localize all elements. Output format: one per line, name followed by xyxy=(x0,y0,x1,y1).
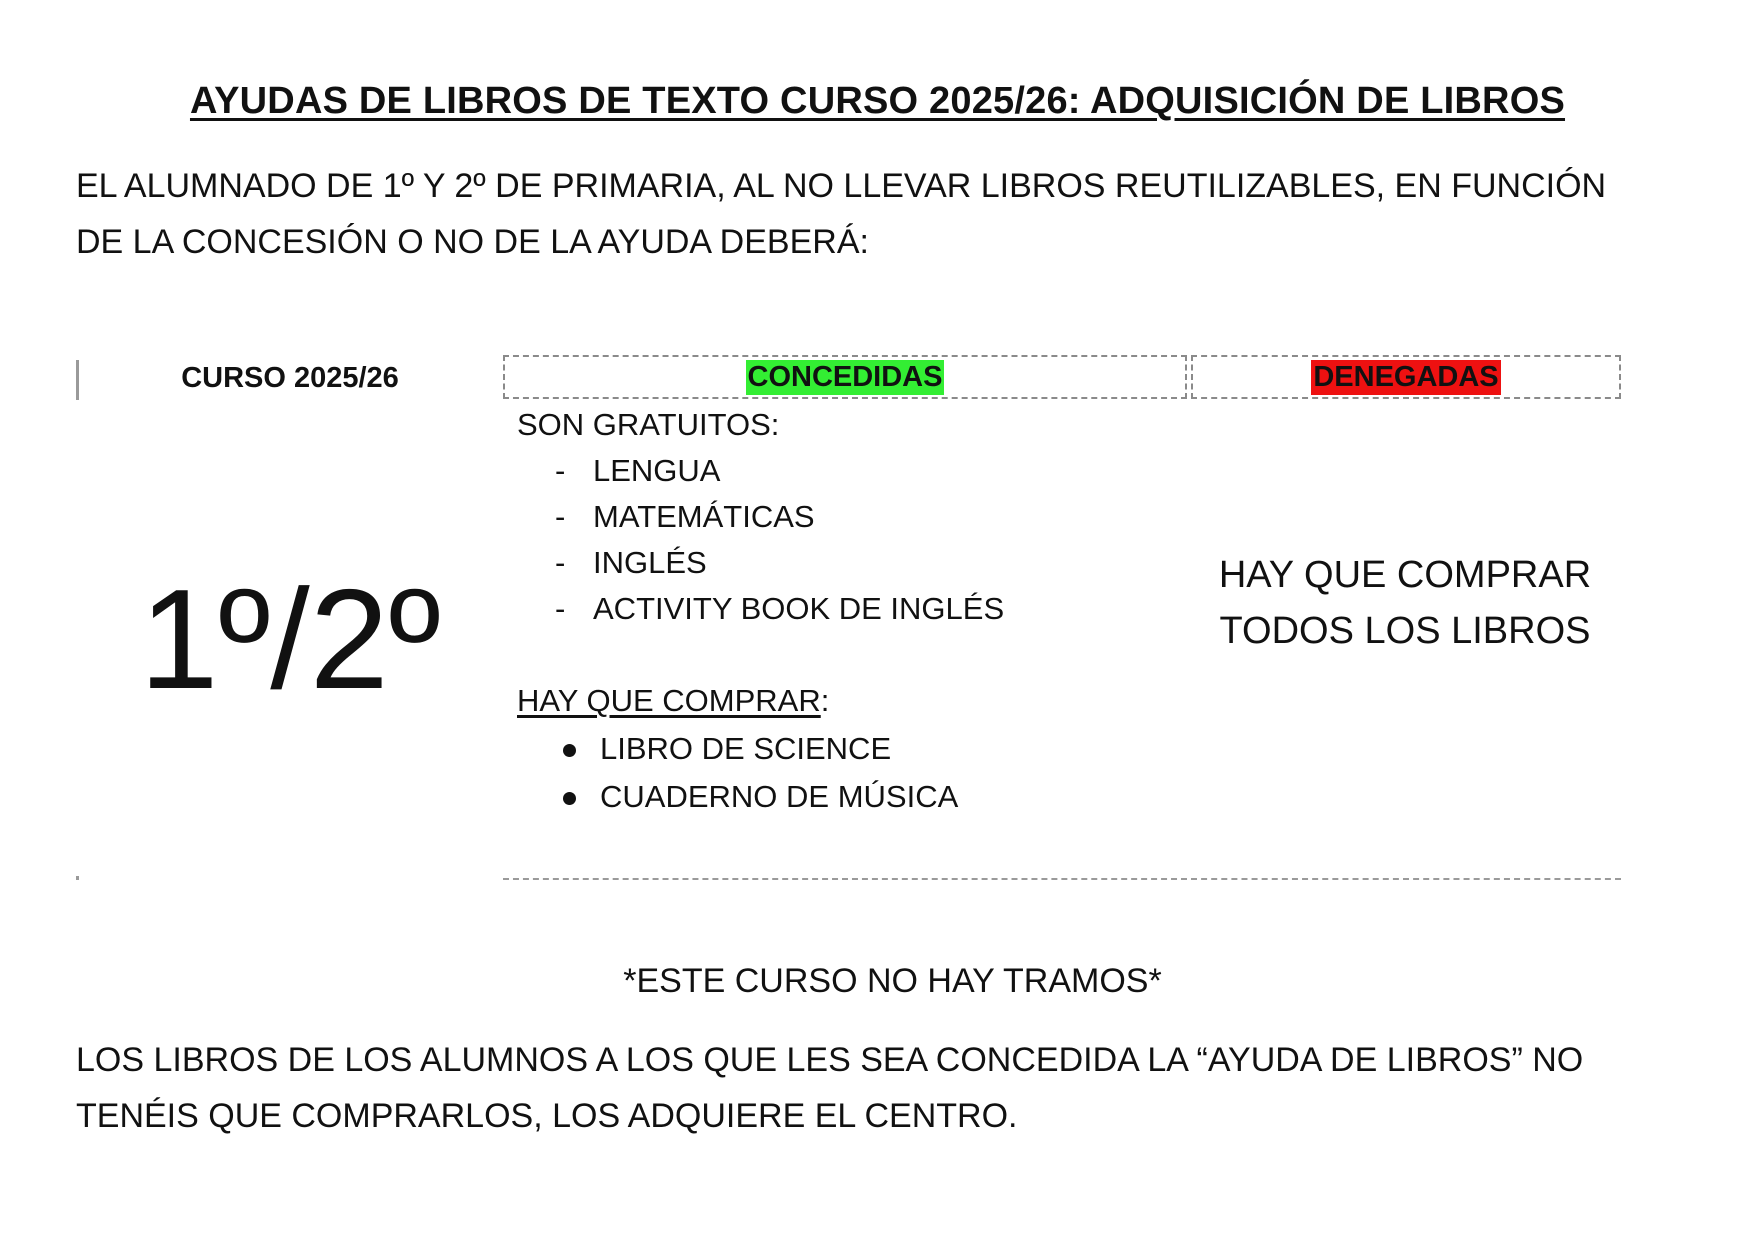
intro-line-1: EL ALUMNADO DE 1º Y 2º DE PRIMARIA, AL NO LLEVAR LIBROS REUTILIZABLES, EN FUNCIÓN xyxy=(76,167,1607,205)
table-bottom-border-denegadas xyxy=(1191,878,1621,880)
dash-marker: - xyxy=(555,545,566,580)
denegadas-content: HAY QUE COMPRAR TODOS LOS LIBROS xyxy=(1218,554,1592,652)
table-bottom-border-concedidas xyxy=(503,878,1187,880)
intro-paragraph xyxy=(76,158,1686,270)
header-denegadas-cell xyxy=(1191,355,1621,399)
footer-line-1: LOS LIBROS DE LOS ALUMNOS A LOS QUE LES SEA CONCEDIDA LA “AYUDA DE LIBROS” NO xyxy=(76,1041,1584,1079)
header-course: CURSO 2025/26 xyxy=(181,362,399,394)
dash-marker: - xyxy=(555,591,566,626)
header-denegadas: DENEGADAS xyxy=(1313,361,1499,393)
dash-marker: - xyxy=(555,453,566,488)
document-title: AYUDAS DE LIBROS DE TEXTO CURSO 2025/26: ADQUISICIÓN DE LIBROS xyxy=(189,80,1566,122)
header-concedidas-cell xyxy=(503,355,1187,399)
table-bottom-left-mark xyxy=(76,876,79,880)
bullet-icon xyxy=(563,744,576,757)
header-concedidas: CONCEDIDAS xyxy=(747,361,943,393)
bullet-icon xyxy=(563,792,576,805)
buy-heading: HAY QUE COMPRAR: xyxy=(517,683,830,718)
table-left-border-mark xyxy=(76,360,79,400)
dash-marker: - xyxy=(555,499,566,534)
intro-line-2: DE LA CONCESIÓN O NO DE LA AYUDA DEBERÁ: xyxy=(76,223,869,261)
footer-paragraph xyxy=(76,1032,1686,1144)
footer-line-2: TENÉIS QUE COMPRARLOS, LOS ADQUIERE EL CENTRO. xyxy=(76,1097,1018,1135)
free-heading: SON GRATUITOS: xyxy=(517,407,780,442)
grade-label: 1º/2º xyxy=(139,560,441,719)
tramos-note: *ESTE CURSO NO HAY TRAMOS* xyxy=(623,962,1162,1000)
